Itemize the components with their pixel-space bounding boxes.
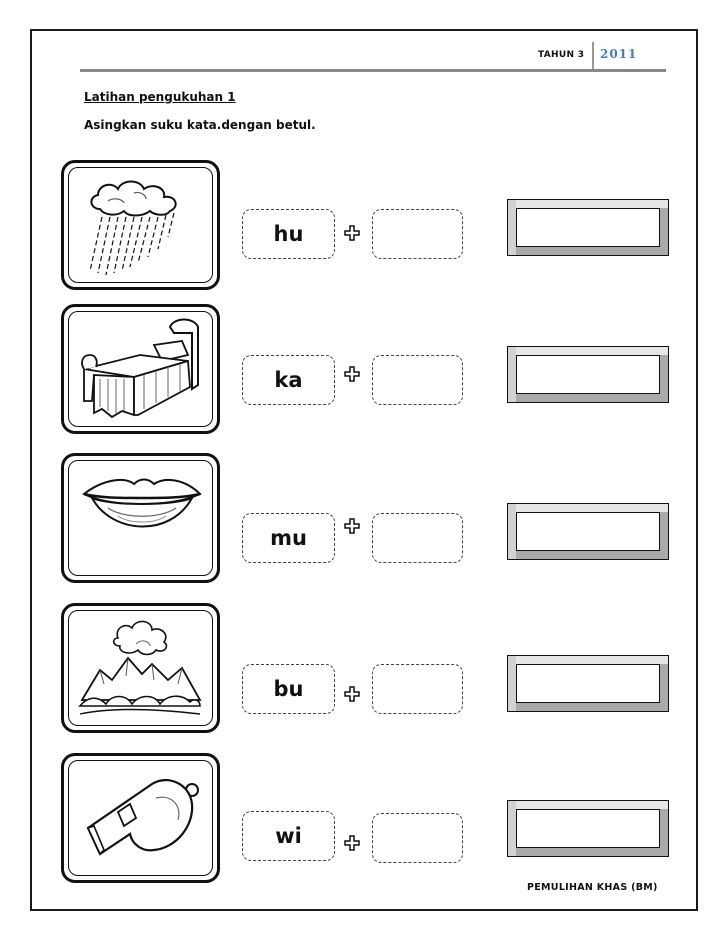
syllable-box: bu bbox=[242, 664, 335, 714]
answer-box[interactable] bbox=[507, 346, 669, 403]
syllable-box: ka bbox=[242, 355, 335, 405]
syllable-input-box[interactable] bbox=[372, 209, 463, 259]
syllable-box: wi bbox=[242, 811, 335, 861]
syllable-box: hu bbox=[242, 209, 335, 259]
whistle-icon bbox=[78, 764, 203, 872]
picture-frame-whistle bbox=[61, 753, 220, 883]
header-rule bbox=[80, 69, 666, 72]
rain-cloud-icon bbox=[78, 171, 203, 279]
picture-frame-mountains bbox=[61, 603, 220, 733]
plus-icon bbox=[343, 224, 361, 242]
header-divider bbox=[592, 42, 594, 70]
grade-label: TAHUN 3 bbox=[538, 50, 585, 60]
plus-icon bbox=[343, 517, 361, 535]
plus-icon bbox=[343, 365, 361, 383]
bed-icon bbox=[78, 315, 203, 423]
syllable-input-box[interactable] bbox=[372, 813, 463, 863]
picture-frame-bed bbox=[61, 304, 220, 434]
syllable-input-box[interactable] bbox=[372, 513, 463, 563]
syllable-input-box[interactable] bbox=[372, 664, 463, 714]
syllable-box: mu bbox=[242, 513, 335, 563]
year-label: 2011 bbox=[600, 47, 638, 61]
picture-frame-lips bbox=[61, 453, 220, 583]
picture-frame-rain bbox=[61, 160, 220, 290]
worksheet-title: Latihan pengukuhan 1 bbox=[84, 90, 236, 104]
mountains-icon bbox=[78, 614, 203, 722]
answer-box[interactable] bbox=[507, 503, 669, 560]
footer-label: PEMULIHAN KHAS (BM) bbox=[527, 882, 658, 893]
answer-box[interactable] bbox=[507, 199, 669, 256]
worksheet-instruction: Asingkan suku kata.dengan betul. bbox=[84, 118, 316, 132]
lips-icon bbox=[78, 464, 203, 572]
answer-box[interactable] bbox=[507, 800, 669, 857]
syllable-input-box[interactable] bbox=[372, 355, 463, 405]
answer-box[interactable] bbox=[507, 655, 669, 712]
plus-icon bbox=[343, 685, 361, 703]
plus-icon bbox=[343, 834, 361, 852]
